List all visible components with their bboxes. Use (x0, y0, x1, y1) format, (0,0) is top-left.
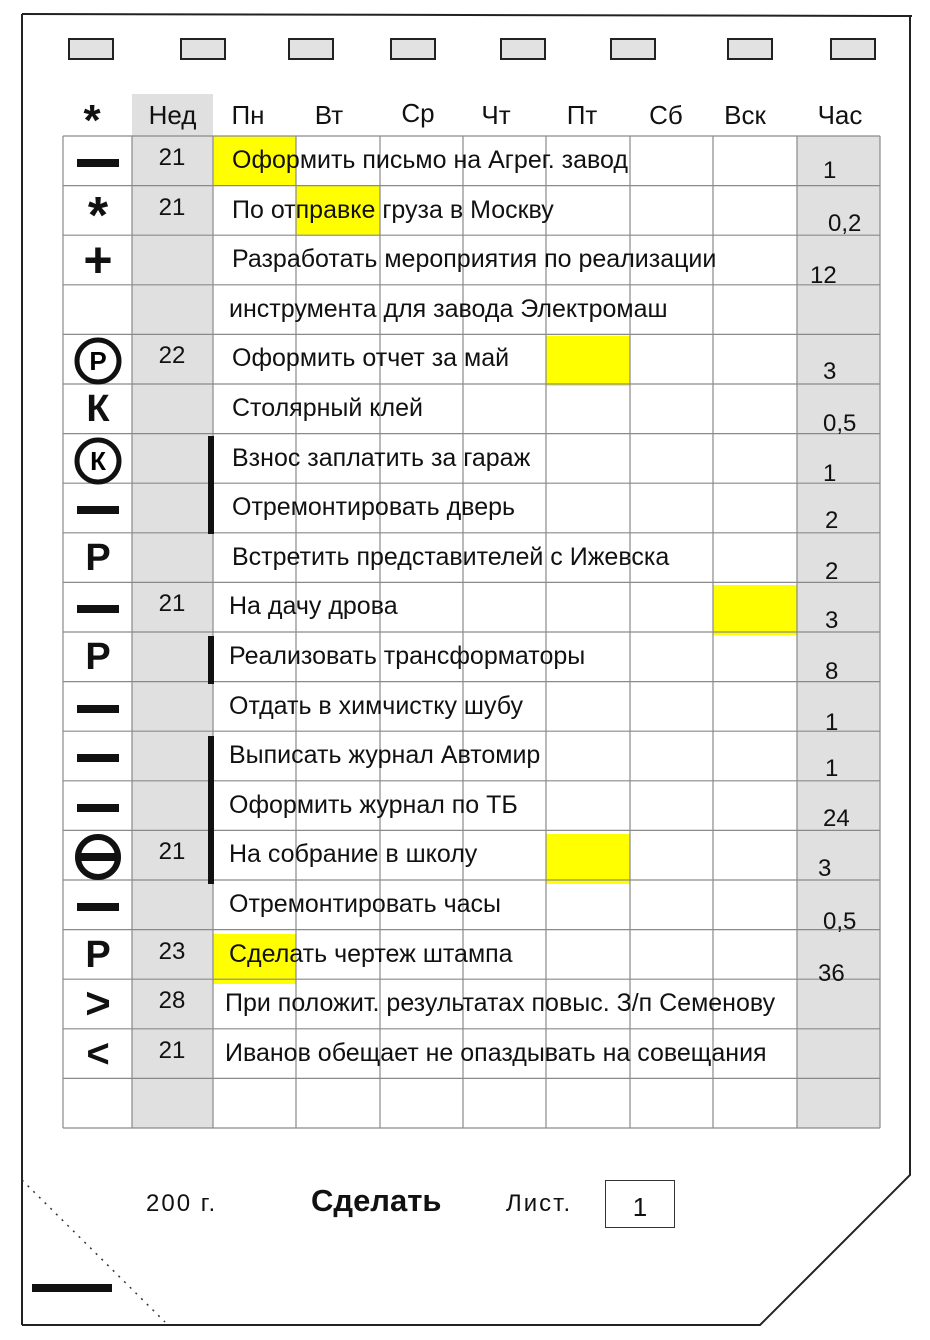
minus-icon (64, 682, 132, 732)
task-text: Отремонтировать дверь (232, 493, 516, 522)
task-text: Столярный клей (232, 394, 423, 422)
circled-k-icon (64, 434, 132, 486)
svg-text:К: К (90, 445, 106, 476)
task-text: Отремонтировать часы (229, 890, 501, 918)
header-star: * (83, 96, 101, 145)
header-mon: Пн (231, 100, 265, 130)
hours-value: 0,2 (828, 210, 862, 237)
task-text: инструмента для завода Электромаш (229, 294, 668, 323)
less-than-icon: < (86, 1031, 110, 1076)
circled-minus-icon (64, 830, 132, 882)
hours-value: 2 (825, 558, 839, 585)
highlight-cell (713, 585, 797, 635)
task-text: По отправке груза в Москву (232, 195, 554, 224)
task-text: Оформить журнал по ТБ (229, 790, 518, 819)
task-text: Встретить представителей с Ижевска (232, 542, 670, 571)
header-hours: Час (817, 100, 863, 130)
hours-value: 0,5 (823, 908, 857, 935)
letter-k-icon: К (86, 388, 110, 430)
hours-value: 1 (825, 755, 839, 782)
week-number: 21 (158, 144, 186, 171)
group-bar (208, 636, 214, 684)
group-bar (208, 436, 214, 534)
task-text: Оформить письмо на Агрег. завод (232, 146, 628, 174)
highlight-cell (546, 336, 630, 386)
svg-text:Р: Р (89, 346, 107, 377)
hours-value: 24 (823, 805, 850, 832)
hours-value: 12 (810, 262, 837, 289)
week-number: 21 (158, 838, 186, 866)
header-fri: Пт (566, 100, 598, 130)
header-week: Нед (148, 100, 197, 130)
hours-value: 3 (818, 855, 832, 882)
hours-value: 1 (825, 709, 839, 736)
highlight-cell (546, 834, 630, 884)
task-text: Взнос заплатить за гараж (232, 443, 531, 472)
week-number: 21 (158, 1036, 186, 1064)
hours-value: 1 (823, 157, 837, 184)
task-text: На собрание в школу (229, 840, 478, 869)
week-number: 22 (158, 342, 186, 370)
hours-value: 0,5 (823, 410, 857, 437)
hours-value: 8 (825, 658, 839, 685)
task-text: Сделать чертеж штампа (229, 939, 513, 968)
letter-r-icon: Р (85, 933, 111, 976)
footer-title: Сделать (311, 1183, 442, 1218)
footer-year: 200 г. (146, 1190, 218, 1217)
letter-r-icon: Р (85, 536, 111, 579)
header-sun: Вск (724, 100, 766, 130)
hours-value: 3 (823, 358, 837, 385)
minus-icon (64, 781, 132, 831)
header-tue: Вт (314, 100, 344, 130)
hours-value: 1 (823, 460, 837, 487)
task-text: Разработать мероприятия по реализации (232, 245, 717, 274)
task-text: При положит. результатах повыс. З/п Семенову (225, 989, 776, 1018)
circled-r-icon (64, 334, 132, 386)
sheet-number-field[interactable]: 1 (605, 1180, 675, 1228)
task-text: На дачу дрова (229, 592, 398, 621)
hours-value: 2 (825, 507, 839, 534)
letter-r-icon: Р (85, 636, 111, 678)
header-thu: Чт (481, 100, 511, 130)
week-number: 28 (158, 987, 186, 1015)
asterisk-icon: * (87, 186, 109, 245)
minus-icon (64, 483, 132, 533)
hours-value: 3 (825, 607, 839, 634)
header-wed: Ср (401, 98, 435, 128)
footer-sheet-label: Лист. (506, 1190, 573, 1217)
task-text: Реализовать трансформаторы (229, 642, 586, 670)
header-sat: Сб (649, 100, 683, 130)
task-text: Иванов обещает не опаздывать на совещания (225, 1038, 767, 1067)
minus-icon (64, 136, 132, 186)
greater-than-icon: > (85, 979, 111, 1029)
week-number: 23 (158, 937, 186, 965)
task-text: Оформить отчет за май (232, 344, 510, 373)
task-text: Выписать журнал Автомир (229, 741, 541, 770)
plus-icon: + (83, 232, 113, 289)
minus-icon (64, 582, 132, 632)
hours-value: 36 (818, 960, 845, 987)
minus-icon (64, 731, 132, 781)
task-text: Отдать в химчистку шубу (229, 691, 524, 720)
corner-dash-mark (32, 1284, 112, 1292)
minus-icon (64, 880, 132, 930)
week-number: 21 (158, 193, 186, 221)
week-number: 21 (158, 590, 186, 618)
